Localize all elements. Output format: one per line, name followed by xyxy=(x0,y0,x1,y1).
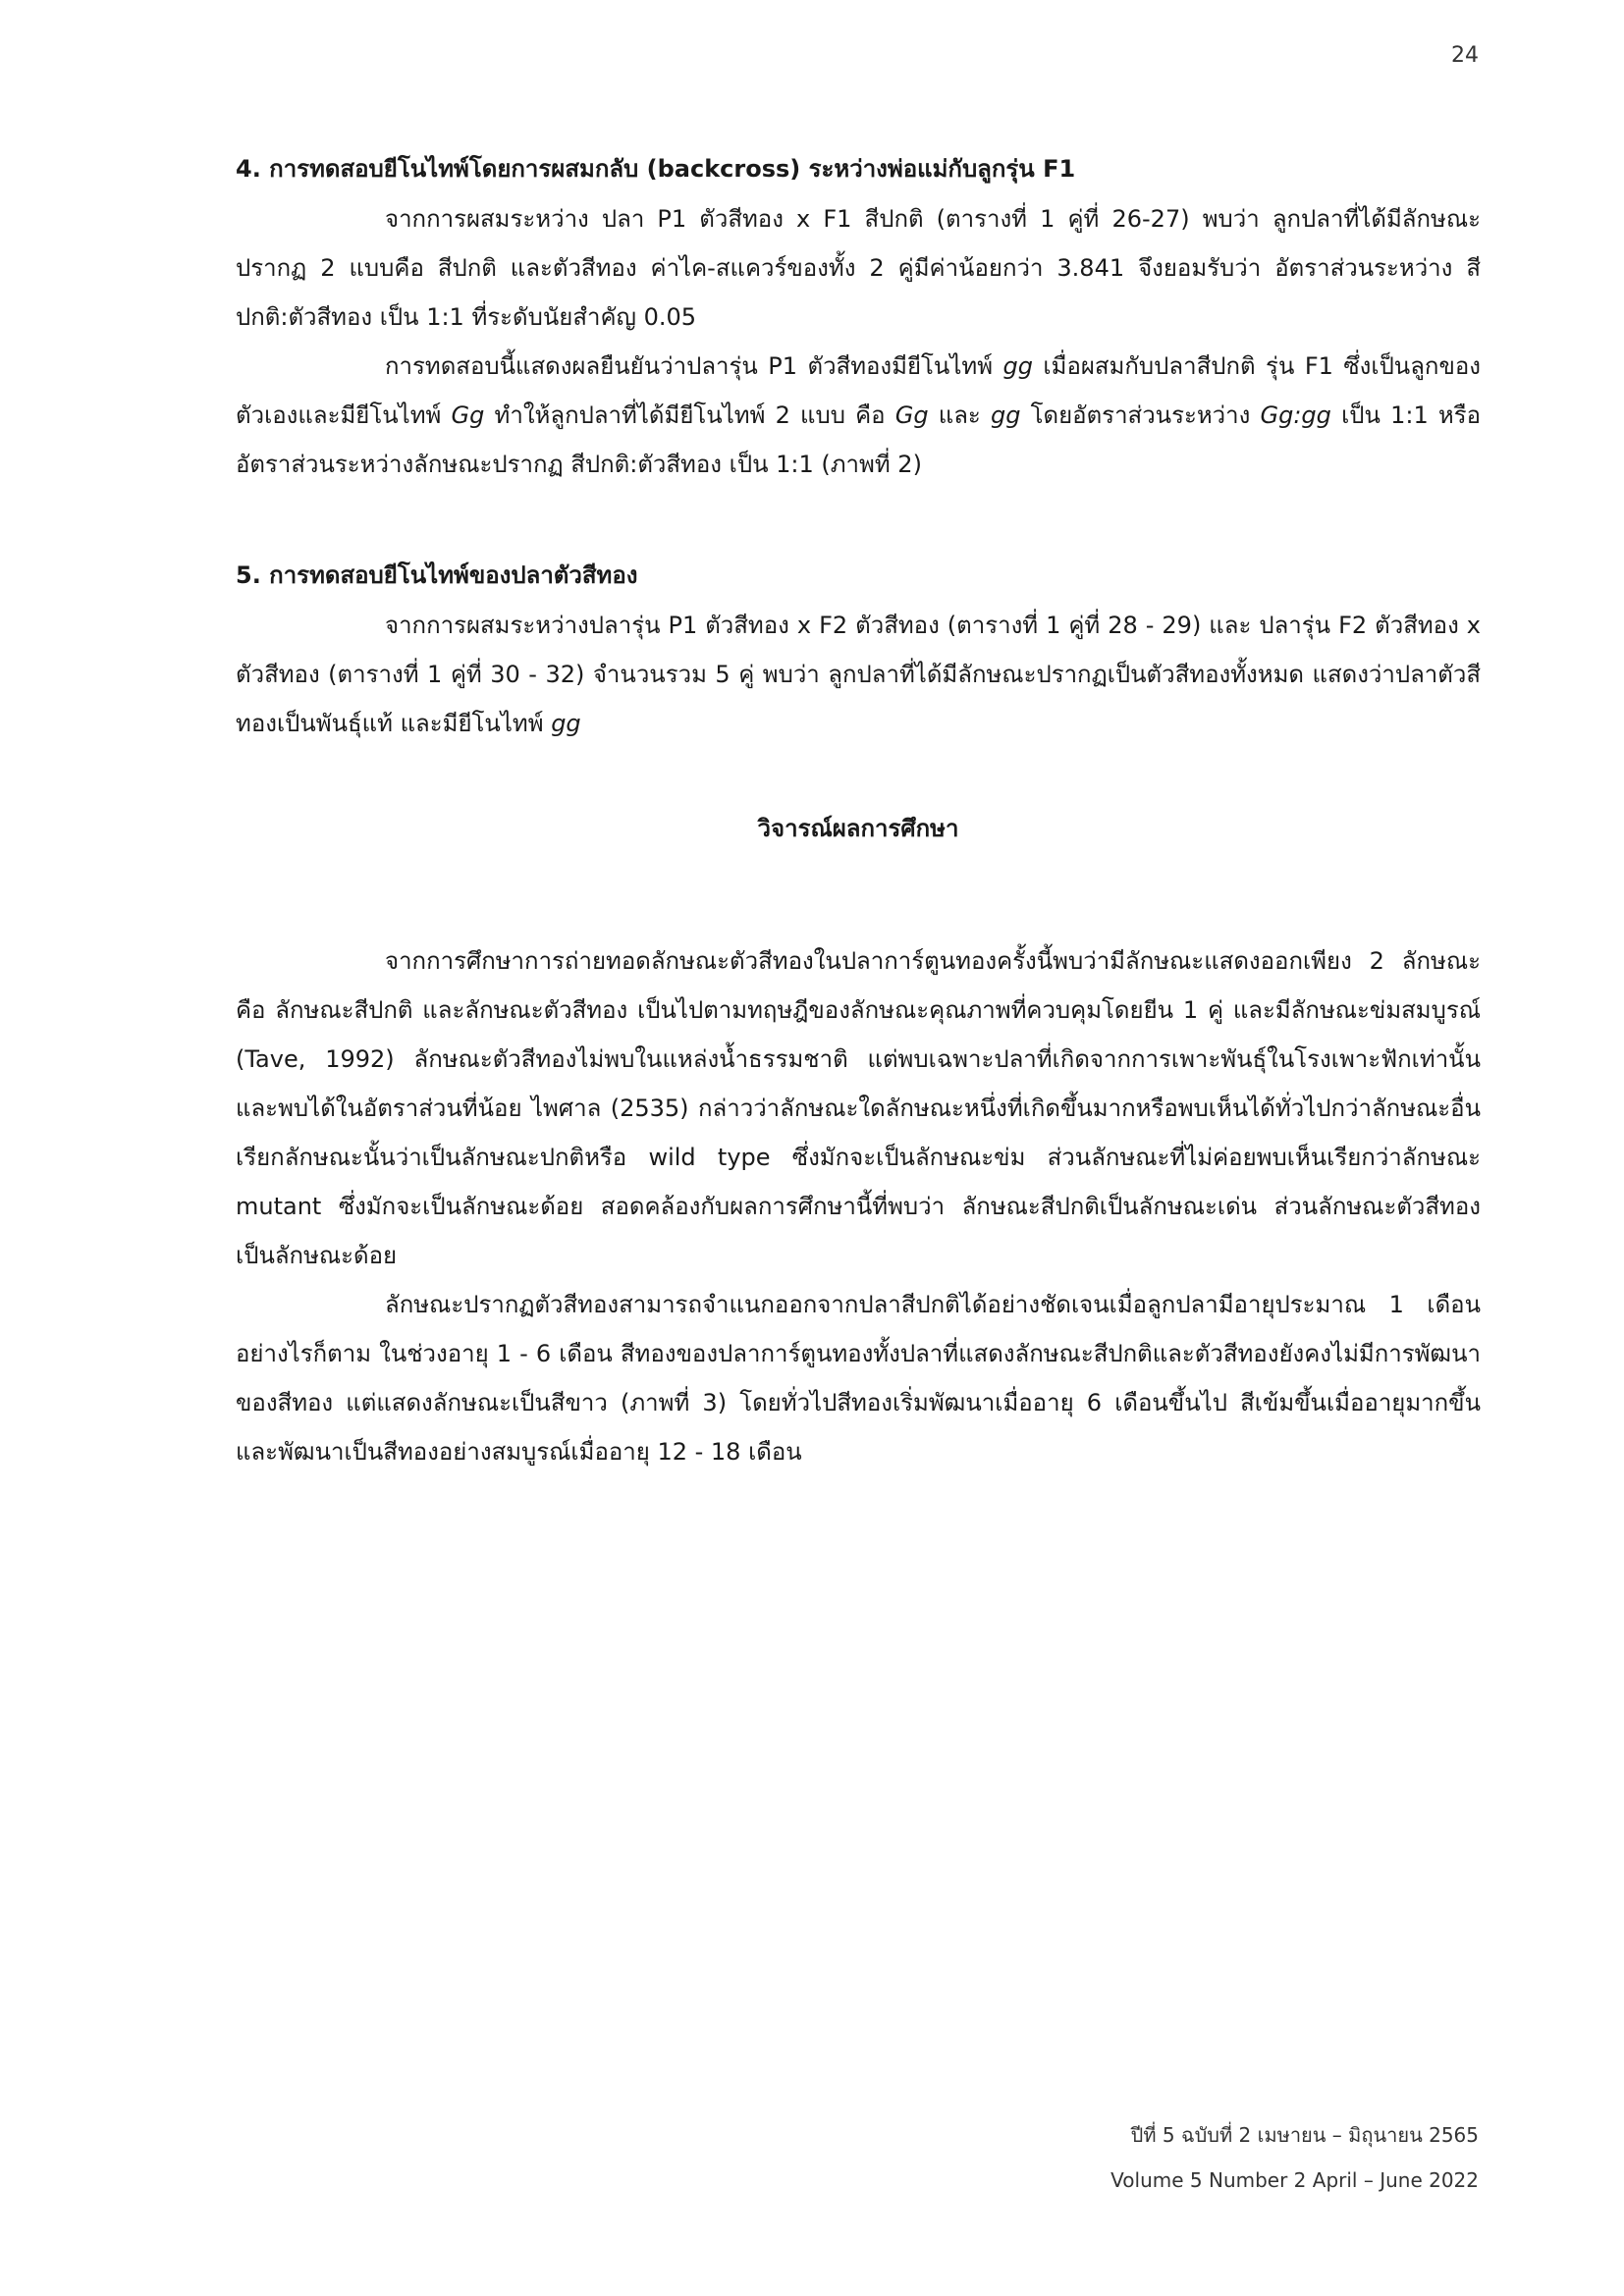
text-run: จากการผสมระหว่าง ปลา P1 ตัวสีทอง x F1 สีปกติ (ตารางที่ 1 คู่ที่ 26-27) พบว่า ลูกปลาที่ได้มีลักษณะปรากฏ 2 แบบคือ สีปกติ และตัวสีทอง ค่าไค-สแควร์ของทั้ง 2 คู่มีค่าน้อยกว่า 3.841 จึงยอมรับว่า อัตราส่วนระหว่าง สีปกติ:ตัวสีทอง เป็น 1:1 ที่ระดับนัยสำคัญ 0.05 xyxy=(236,205,1481,331)
text-run: เมื่อผสมกับปลาสีปกติ รุ่น F1 ซึ่งเป็นลูกของตัวเองและมียีโนไทพ์ xyxy=(236,352,1481,429)
genotype-symbol: Gg:gg xyxy=(1260,401,1331,429)
text-run: จากการศึกษาการถ่ายทอดลักษณะตัวสีทองในปลาการ์ตูนทองครั้งนี้พบว่ามีลักษณะแสดงออกเพียง 2 ลักษณะคือ ลักษณะสีปกติ และลักษณะตัวสีทอง เป็นไปตามทฤษฎีของลักษณะคุณภาพที่ควบคุมโดยยีน 1 คู่ และมีลักษณะข่มสมบูรณ์ (Tave, 1992) ลักษณะตัวสีทองไม่พบในแหล่งน้ำธรรมชาติ แต่พบเฉพาะปลาที่เกิดจากการเพาะพันธุ์ในโรงเพาะฟักเท่านั้น และพบได้ในอัตราส่วนที่น้อย ไพศาล (2535) กล่าวว่าลักษณะใดลักษณะหนึ่งที่เกิดขึ้นมากหรือพบเห็นได้ทั่วไปกว่าลักษณะอื่น เรียกลักษณะนั้นว่าเป็นลักษณะปกติหรือ wild type ซึ่งมักจะเป็นลักษณะข่ม ส่วนลักษณะที่ไม่ค่อยพบเห็นเรียกว่าลักษณะ mutant ซึ่งมักจะเป็นลักษณะด้อย สอดคล้องกับผลการศึกษานี้ที่พบว่า ลักษณะสีปกติเป็นลักษณะเด่น ส่วนลักษณะตัวสีทองเป็นลักษณะด้อย xyxy=(236,947,1481,1269)
text-run: จากการผสมระหว่างปลารุ่น P1 ตัวสีทอง x F2 ตัวสีทอง (ตารางที่ 1 คู่ที่ 28 - 29) และ ปลารุ่น F2 ตัวสีทอง x ตัวสีทอง (ตารางที่ 1 คู่ที่ 30 - 32) จำนวนรวม 5 คู่ พบว่า ลูกปลาที่ได้มีลักษณะปรากฏเป็นตัวสีทองทั้งหมด แสดงว่าปลาตัวสีทองเป็นพันธุ์แท้ และมียีโนไทพ์ xyxy=(236,612,1481,737)
spacer xyxy=(236,489,1481,550)
text-run: เป็น 1:1 หรือ อัตราส่วนระหว่างลักษณะปรากฏ สีปกติ:ตัวสีทอง เป็น 1:1 (ภาพที่ 2) xyxy=(236,401,1482,478)
spacer xyxy=(236,748,1481,803)
paragraph xyxy=(236,601,1481,748)
page-body xyxy=(236,143,1481,1476)
paragraph xyxy=(236,342,1481,489)
genotype-symbol: Gg xyxy=(451,401,485,429)
footer-thai-issue: ปีที่ 5 ฉบับที่ 2 เมษายน – มิถุนายน 2565 xyxy=(1130,2123,1479,2147)
text-run: และ xyxy=(928,401,991,429)
genotype-symbol: gg xyxy=(1002,352,1033,380)
genotype-symbol: gg xyxy=(551,710,581,737)
spacer xyxy=(236,854,1481,936)
footer-english-issue: Volume 5 Number 2 April – June 2022 xyxy=(1110,2168,1479,2192)
text-run: ทำให้ลูกปลาที่ได้มียีโนไทพ์ 2 แบบ คือ xyxy=(484,401,895,429)
paragraph xyxy=(236,936,1481,1280)
text-run: โดยอัตราส่วนระหว่าง xyxy=(1020,401,1261,429)
genotype-symbol: gg xyxy=(991,401,1021,429)
page-number: 24 xyxy=(1451,43,1479,68)
section-heading-backcross: 4. การทดสอบยีโนไทพ์โดยการผสมกลับ (backcross) ระหว่างพ่อแม่กับลูกรุ่น F1 xyxy=(236,155,1076,183)
paragraph xyxy=(236,194,1481,342)
text-run: ลักษณะปรากฏตัวสีทองสามารถจำแนกออกจากปลาสีปกติได้อย่างชัดเจนเมื่อลูกปลามีอายุประมาณ 1 เดือน อย่างไรก็ตาม ในช่วงอายุ 1 - 6 เดือน สีทองของปลาการ์ตูนทองทั้งปลาที่แสดงลักษณะสีปกติและตัวสีทองยังคงไม่มีการพัฒนาของสีทอง แต่แสดงลักษณะเป็นสีขาว (ภาพที่ 3) โดยทั่วไปสีทองเริ่มพัฒนาเมื่ออายุ 6 เดือนขึ้นไป สีเข้มขึ้นเมื่ออายุมากขึ้น และพัฒนาเป็นสีทองอย่างสมบูรณ์เมื่ออายุ 12 - 18 เดือน xyxy=(236,1291,1481,1466)
genotype-symbol: Gg xyxy=(894,401,929,429)
discussion-heading: วิจารณ์ผลการศึกษา xyxy=(757,815,959,842)
section-heading-gold-genotype: 5. การทดสอบยีโนไทพ์ของปลาตัวสีทอง xyxy=(236,561,638,589)
paragraph xyxy=(236,1280,1481,1476)
text-run: การทดสอบนี้แสดงผลยืนยันว่าปลารุ่น P1 ตัวสีทองมียีโนไทพ์ xyxy=(385,352,1003,380)
journal-footer xyxy=(1110,2112,1479,2203)
